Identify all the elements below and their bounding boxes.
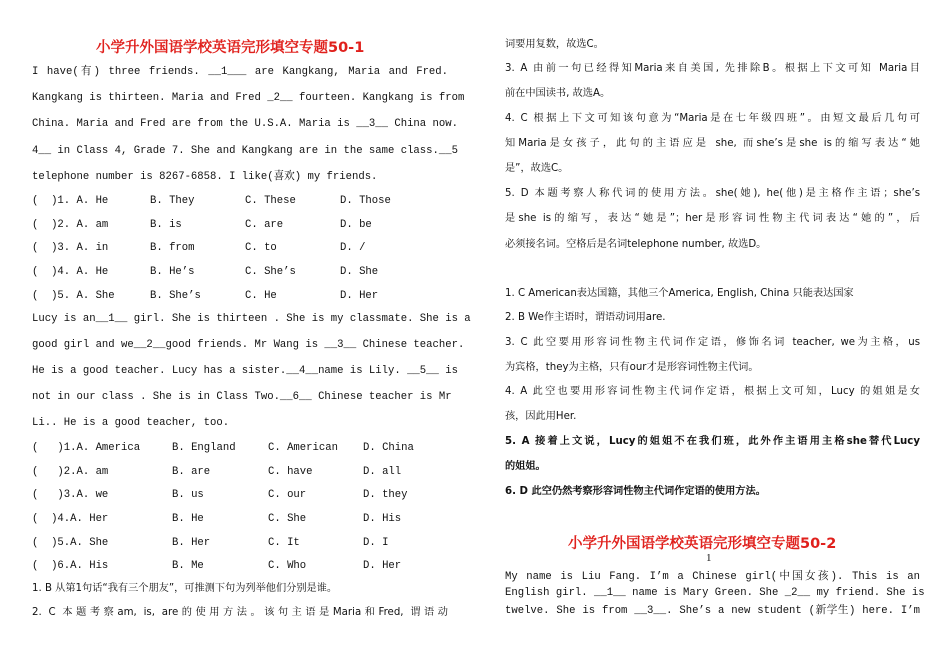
- answer-line: 2. B We作主语时，谓语动词用are.: [505, 312, 666, 323]
- option-c: C. She’s: [245, 266, 296, 278]
- answer-line: 5. D 本题考察人称代词的使用方法。she(她), he(他)是主格作主语；she’s: [505, 188, 920, 199]
- option-a: ( )6.A. His: [32, 560, 109, 572]
- option-row: [32, 218, 448, 232]
- option-a: ( )1.A. America: [32, 442, 141, 454]
- option-d: D. Her: [363, 560, 402, 572]
- option-row: [32, 465, 448, 479]
- option-d: D. /: [340, 242, 366, 254]
- option-b: B. Me: [172, 560, 204, 572]
- option-d: D. Her: [340, 290, 379, 302]
- answer-line: 1. C American表达国籍，其他三个America, English, China 只能表达国家: [505, 288, 854, 299]
- passage-line: Lucy is an__1__ girl. She is thirteen . She is my classmate. She is a: [32, 313, 471, 325]
- answer-line: 为宾格，they为主格，只有our才是形容词性物主代词。: [505, 362, 759, 373]
- option-a: ( )5.A. She: [32, 537, 109, 549]
- option-b: B. He: [172, 513, 204, 525]
- passage-line: twelve. She is from __3__. She’s a new student (新学生) here. I’m: [505, 605, 920, 617]
- option-d: D. His: [363, 513, 402, 525]
- option-c: C. are: [245, 219, 284, 231]
- passage-line: He is a good teacher. Lucy has a sister.__4__name is Lily. __5__ is: [32, 365, 458, 377]
- answer-line: 5. A 接着上文说，Lucy的姐姐不在我们班，此外作主语用主格she替代Lucy: [505, 436, 920, 447]
- option-row: [32, 512, 448, 526]
- option-b: B. England: [172, 442, 236, 454]
- option-c: C. Who: [268, 560, 307, 572]
- option-d: D. all: [363, 466, 402, 478]
- option-b: B. is: [150, 219, 182, 231]
- answer-line: 是”，故选C。: [505, 163, 569, 174]
- option-a: ( )4.A. Her: [32, 513, 109, 525]
- answer-line: 孩，因此用Her.: [505, 411, 577, 422]
- option-a: ( )2. A. am: [32, 219, 109, 231]
- passage-line: 4__ in Class 4, Grade 7. She and Kangkang are in the same class.__5: [32, 145, 458, 157]
- option-b: B. He’s: [150, 266, 195, 278]
- answer-line: 知Maria是女孩子，此句的主语应是 she, 而she’s是she is的缩写表达“她: [505, 138, 920, 149]
- answer-line: 前在中国读书, 故选A。: [505, 88, 611, 99]
- option-b: B. from: [150, 242, 195, 254]
- option-row: [32, 265, 448, 279]
- answer-line: 6. D 此空仍然考察形容词性物主代词作定语的使用方法。: [505, 486, 766, 497]
- option-c: C. These: [245, 195, 296, 207]
- answer-line: 必须接名词。空格后是名词telephone number, 故选D。: [505, 239, 767, 250]
- option-b: B. Her: [172, 537, 211, 549]
- option-c: C. He: [245, 290, 277, 302]
- option-b: B. are: [172, 466, 211, 478]
- option-c: C. have: [268, 466, 313, 478]
- option-c: C. It: [268, 537, 300, 549]
- option-d: D. She: [340, 266, 379, 278]
- option-a: ( )3.A. we: [32, 489, 109, 501]
- option-b: B. us: [172, 489, 204, 501]
- passage-line: I have(有) three friends. __1___ are Kangkang, Maria and Fred.: [32, 66, 448, 78]
- answer-line: 3. A 由前一句已经得知Maria来自美国, 先排除B。根据上下文可知 Maria目: [505, 63, 920, 74]
- option-b: B. They: [150, 195, 195, 207]
- passage-line: China. Maria and Fred are from the U.S.A. Maria is __3__ China now.: [32, 118, 458, 130]
- passage-line: not in our class . She is in Class Two.__6__ Chinese teacher is Mr: [32, 391, 452, 403]
- option-d: D. I: [363, 537, 389, 549]
- option-d: D. China: [363, 442, 414, 454]
- option-d: D. Those: [340, 195, 391, 207]
- answer-line: 2. C 本题考察am, is, are的使用方法。该句主语是Maria和Fred, 谓语动: [32, 607, 448, 618]
- answer-line: 词要用复数，故选C。: [505, 39, 604, 50]
- option-row: [32, 289, 448, 303]
- option-c: C. She: [268, 513, 307, 525]
- answer-line: 3. C 此空要用形容词性物主代词作定语，修饰名词 teacher, we为主格，us: [505, 337, 920, 348]
- option-row: [32, 441, 448, 455]
- answer-line: 的姐姐。: [505, 461, 546, 472]
- option-row: [32, 559, 448, 573]
- answer-line: 4. A 此空也要用形容词性物主代词作定语，根据上文可知，Lucy 的姐姐是女: [505, 386, 920, 397]
- option-c: C. our: [268, 489, 307, 501]
- option-row: [32, 241, 448, 255]
- option-d: D. be: [340, 219, 372, 231]
- answer-line: 是she is的缩写，表达“她是”；her是形容词性物主代词表达“她的”，后: [505, 213, 920, 224]
- option-a: ( )1. A. He: [32, 195, 109, 207]
- passage-line: English girl. __1__ name is Mary Green. She _2__ my friend. She is: [505, 587, 925, 599]
- option-a: ( )3. A. in: [32, 242, 109, 254]
- option-row: [32, 536, 448, 550]
- passage-line: My name is Liu Fang. I’m a Chinese girl(中国女孩). This is an: [505, 571, 920, 583]
- option-b: B. She’s: [150, 290, 201, 302]
- section1-title: 小学升外国语学校英语完形填空专题50-1: [96, 40, 365, 56]
- option-row: [32, 488, 448, 502]
- option-c: C. American: [268, 442, 338, 454]
- option-a: ( )5. A. She: [32, 290, 115, 302]
- answer-line: 1. B 从第1句话“我有三个朋友”，可推测下句为列举他们分别是谁。: [32, 583, 338, 594]
- answer-line: 4. C 根据上下文可知该句意为“Maria是在七年级四班”。由短文最后几句可: [505, 113, 920, 124]
- option-a: ( )2.A. am: [32, 466, 109, 478]
- section3-title: 小学升外国语学校英语完形填空专题50-2: [568, 536, 837, 552]
- passage-line: telephone number is 8267-6858. I like(喜欢) my friends.: [32, 171, 378, 183]
- option-c: C. to: [245, 242, 277, 254]
- option-row: [32, 194, 448, 208]
- page-number: 1: [706, 552, 712, 564]
- passage-line: good girl and we__2__good friends. Mr Wang is __3__ Chinese teacher.: [32, 339, 465, 351]
- option-a: ( )4. A. He: [32, 266, 109, 278]
- passage-line: Li.. He is a good teacher, too.: [32, 417, 230, 429]
- passage-line: Kangkang is thirteen. Maria and Fred _2__ fourteen. Kangkang is from: [32, 92, 465, 104]
- option-d: D. they: [363, 489, 408, 501]
